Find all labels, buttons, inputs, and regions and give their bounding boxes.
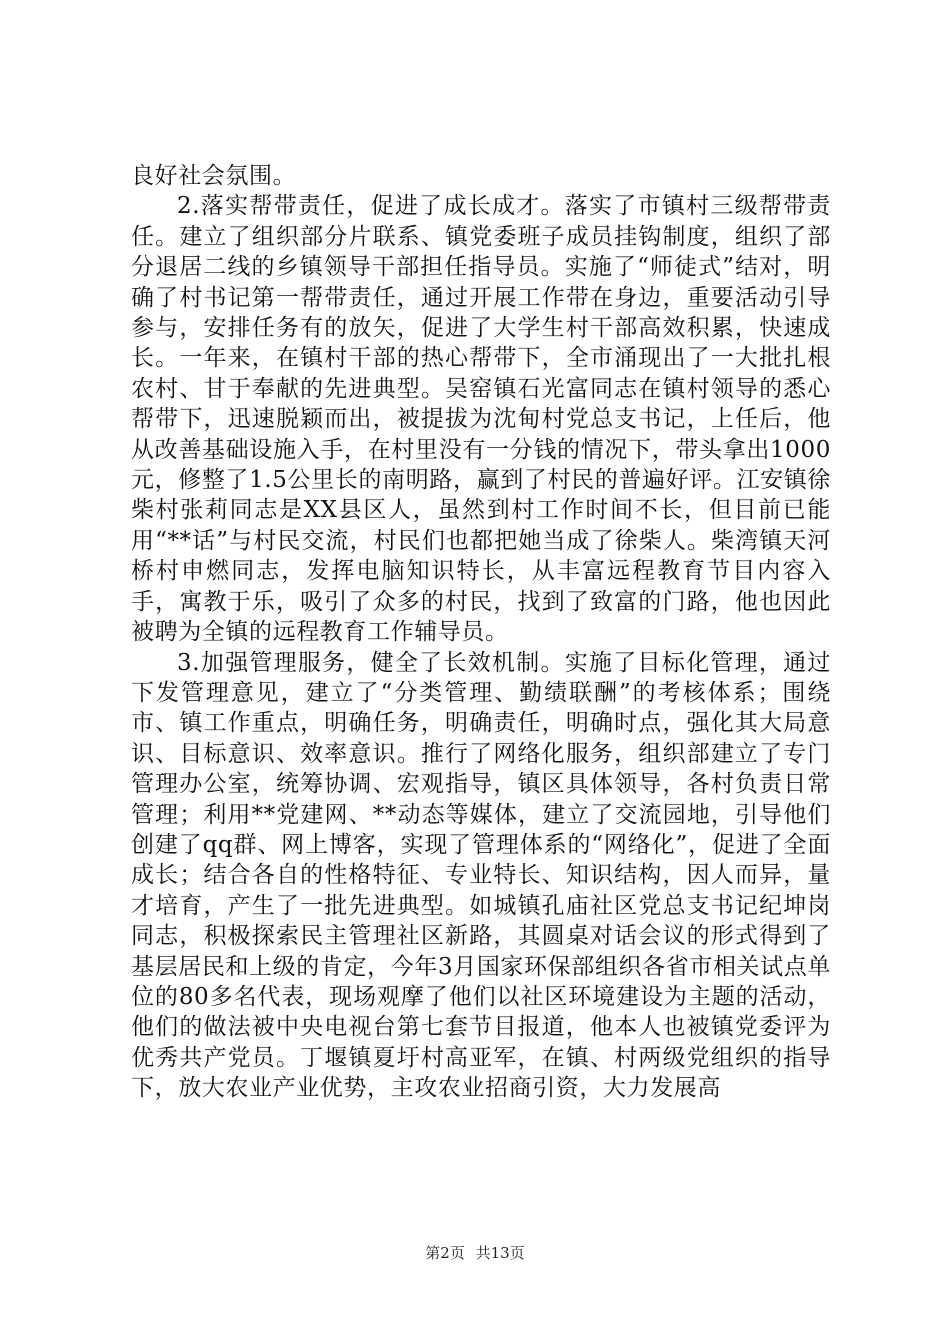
paragraph-continuation: 良好社会氛围。 — [131, 163, 297, 189]
paragraph-section-2: 2.落实帮带责任，促进了成长成才。落实了市镇村三级帮带责任。建立了组织部分片联系、镇党委班子成员挂钩制度，组织了部分退居二线的乡镇领导干部担任指导员。实施了“师徒式”结对，明确了村书记第一帮带责任，通过开展工作带在身边，重要活动引导参与，安排任务有的放矢，促进了大学生村干部高效积累，快速成长。一年来，在镇村干部的热心帮带下，全市涌现出了一大批扎根农村、甘于奉献的先进典型。吴窑镇石光富同志在镇村领导的悉心帮带下，迅速脱颖而出，被提拔为沈甸村党总支书记，上任后，他从改善基础设施入手，在村里没有一分钱的情况下，带头拿出1000元，修整了1.5公里长的南明路，赢到了村民的普遍好评。江安镇徐柴村张莉同志是XX县区人，虽然到村工作时间不长，但目前已能用“**话”与村民交流，村民们也都把她当成了徐柴人。柴湾镇天河桥村申燃同志，发挥电脑知识特长，从丰富远程教育节目内容入手，寓教于乐，吸引了众多的村民，找到了致富的门路，他也因此被聘为全镇的远程教育工作辅导员。 — [131, 193, 831, 646]
page-total: 共13页 — [475, 1244, 525, 1262]
paragraph-section-3: 3.加强管理服务，健全了长效机制。实施了目标化管理，通过下发管理意见，建立了“分类管理、勤绩联酬”的考核体系；围绕市、镇工作重点，明确任务，明确责任，明确时点，强化其大局意识、目标意识、效率意识。推行了网络化服务，组织部建立了专门管理办公室，统筹协调、宏观指导，镇区具体领导，各村负责日常管理；利用**党建网、**动态等媒体，建立了交流园地，引导他们创建了qq群、网上博客，实现了管理体系的“网络化”，促进了全面成长；结合各自的性格特征、专业特长、知识结构，因人而异，量才培育，产生了一批先进典型。如城镇孔庙社区党总支书记纪坤岗同志，积极探索民主管理社区新路，其圆桌对话会议的形式得到了基层居民和上级的肯定，今年3月国家环保部组织各省市相关试点单位的80多名代表，现场观摩了他们以社区环境建设为主题的活动，他们的做法被中央电视台第七套节目报道，他本人也被镇党委评为优秀共产党员。丁堰镇夏圩村高亚军，在镇、村两级党组织的指导下，放大农业产业优势，主攻农业招商引资，大力发展高 — [131, 649, 831, 1102]
page-footer — [0, 1243, 950, 1263]
page-number: 第2页 — [425, 1244, 465, 1262]
document-body — [131, 161, 831, 1104]
